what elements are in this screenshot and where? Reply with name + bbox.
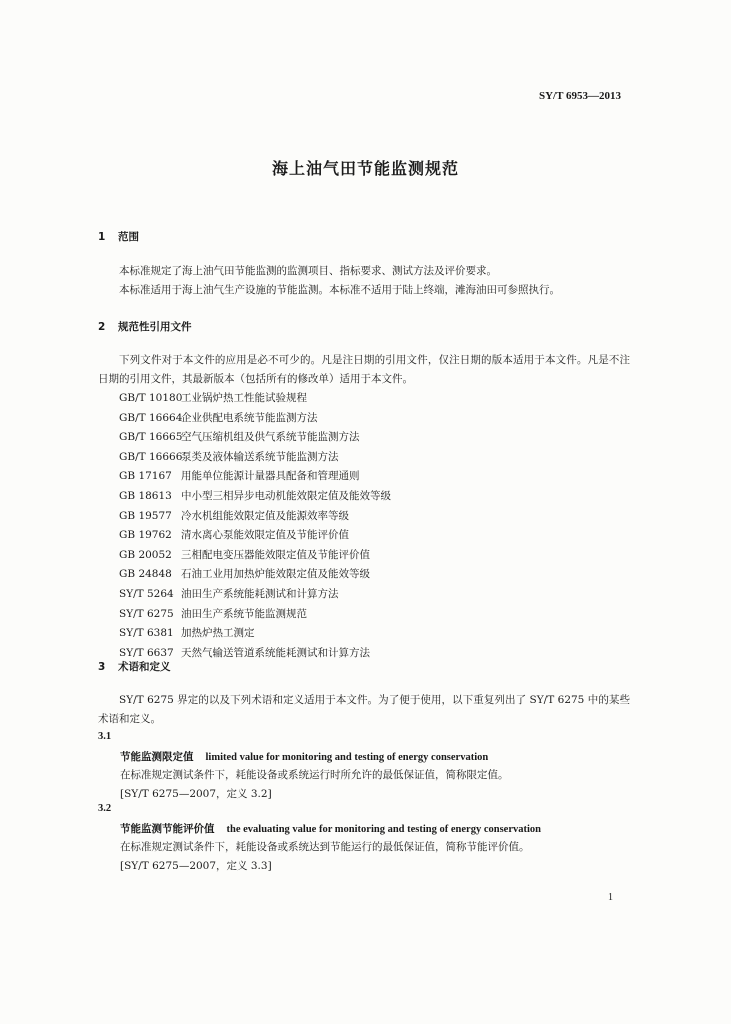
reference-title: 中小型三相异步电动机能效限定值及能效等级 [181, 490, 391, 502]
reference-code: SY/T 6275 [119, 607, 174, 620]
reference-item [119, 390, 307, 405]
reference-title: 油田生产系统节能监测规范 [181, 607, 307, 620]
reference-item [119, 468, 360, 483]
reference-item [119, 527, 349, 542]
reference-code: GB 20052 [119, 548, 172, 561]
reference-title: 工业锅炉热工性能试验规程 [181, 392, 307, 404]
term-source: [SY/T 6275—2007，定义 3.2] [120, 788, 272, 800]
reference-item [119, 429, 360, 444]
term-number: 3.2 [98, 803, 112, 814]
reference-item [119, 586, 339, 601]
term-heading [120, 821, 541, 836]
reference-item [119, 547, 370, 562]
scope-paragraph-2: 本标准适用于海上油气生产设施的节能监测。本标准不适用于陆上终端，滩海油田可参照执行。 [119, 284, 560, 296]
reference-item [119, 488, 391, 503]
section-number: 1 [98, 231, 106, 243]
term-cn: 节能监测限定值 [120, 751, 194, 763]
reference-code: GB 24848 [119, 568, 172, 581]
terms-intro: SY/T 6275 界定的以及下列术语和定义适用于本文件。为了便于使用，以下重复列出了 SY/T 6275 中的某些术语和定义。 [98, 694, 630, 725]
reference-item [119, 606, 307, 621]
term-en: the evaluating value for monitoring and testing of energy conservation [226, 824, 541, 835]
document-title: 海上油气田节能监测规范 [271, 159, 459, 178]
reference-title: 天然气输送管道系统能耗测试和计算方法 [181, 646, 370, 659]
reference-item [119, 508, 349, 523]
term-number: 3.1 [98, 731, 112, 742]
section-title: 术语和定义 [118, 661, 171, 673]
term-definition: 在标准规定测试条件下，耗能设备或系统达到节能运行的最低保证值，简称节能评价值。 [120, 841, 530, 853]
term-heading [120, 749, 488, 764]
page-number: 1 [608, 892, 613, 903]
reference-title: 企业供配电系统节能监测方法 [181, 411, 318, 424]
reference-title: 油田生产系统能耗测试和计算方法 [181, 588, 339, 600]
reference-code: SY/T 5264 [119, 588, 174, 600]
reference-code: GB/T 16666 [119, 450, 183, 463]
reference-code: GB/T 16665 [119, 431, 183, 444]
reference-code: GB/T 16664 [119, 411, 183, 424]
section-title: 范围 [118, 231, 139, 243]
section-1-heading [98, 229, 139, 244]
reference-code: SY/T 6637 [119, 646, 174, 659]
section-number: 2 [98, 321, 106, 333]
section-number: 3 [98, 661, 106, 673]
reference-title: 清水离心泵能效限定值及节能评价值 [181, 529, 349, 542]
reference-title: 用能单位能源计量器具配备和管理通则 [181, 470, 360, 483]
reference-title: 石油工业用加热炉能效限定值及能效等级 [181, 568, 370, 581]
section-3-heading [98, 659, 171, 674]
standard-code: SY/T 6953—2013 [538, 90, 621, 102]
term-en: limited value for monitoring and testing of energy conservation [205, 752, 489, 763]
section-2-heading [98, 319, 192, 334]
reference-item [119, 449, 339, 464]
term-definition: 在标准规定测试条件下，耗能设备或系统运行时所允许的最低保证值，简称限定值。 [120, 769, 509, 781]
reference-item [119, 625, 255, 640]
reference-code: GB/T 10180 [119, 392, 183, 404]
reference-code: GB 18613 [119, 490, 172, 502]
scope-paragraph-1: 本标准规定了海上油气田节能监测的监测项目、指标要求、测试方法及评价要求。 [119, 265, 497, 277]
reference-item [119, 410, 318, 425]
reference-code: GB 17167 [119, 470, 172, 483]
term-cn: 节能监测节能评价值 [120, 823, 215, 835]
reference-title: 加热炉热工测定 [181, 627, 255, 640]
references-intro: 下列文件对于本文件的应用是必不可少的。凡是注日期的引用文件，仅注日期的版本适用于本文件。凡是不注日期的引用文件，其最新版本（包括所有的修改单）适用于本文件。 [98, 354, 630, 385]
reference-title: 三相配电变压器能效限定值及节能评价值 [181, 548, 370, 561]
section-title: 规范性引用文件 [118, 321, 192, 333]
reference-code: GB 19577 [119, 509, 172, 522]
reference-code: GB 19762 [119, 529, 172, 542]
reference-code: SY/T 6381 [119, 627, 174, 640]
reference-title: 冷水机组能效限定值及能源效率等级 [181, 509, 349, 522]
reference-title: 泵类及液体输送系统节能监测方法 [181, 450, 339, 463]
reference-title: 空气压缩机组及供气系统节能监测方法 [181, 431, 360, 444]
reference-item [119, 645, 370, 660]
reference-item [119, 566, 370, 581]
term-source: [SY/T 6275—2007，定义 3.3] [120, 860, 272, 872]
